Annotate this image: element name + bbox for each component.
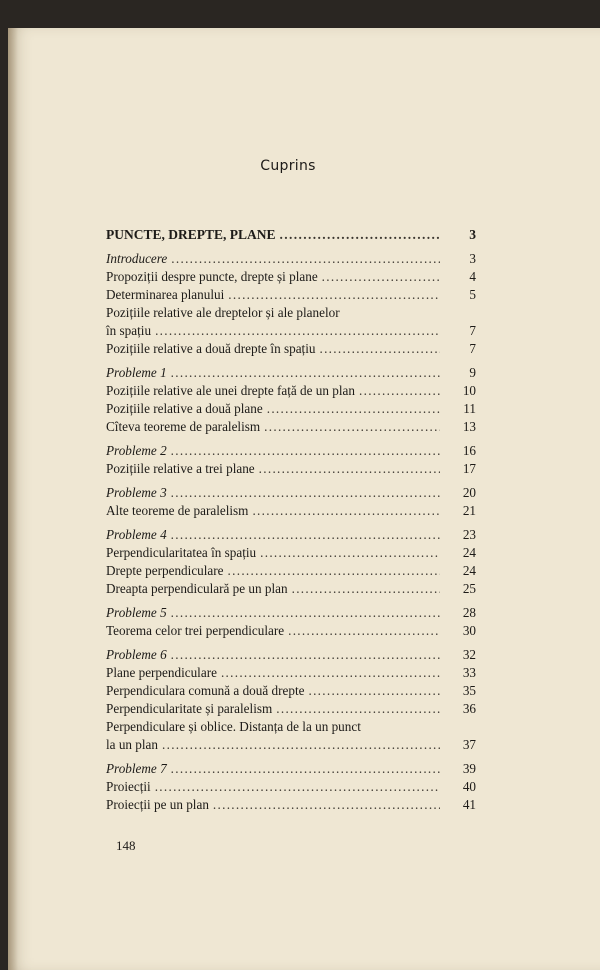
- toc-entry: [106, 286, 476, 304]
- dot-leader: [162, 736, 440, 754]
- dot-leader: [280, 226, 440, 244]
- book-page: [8, 28, 600, 970]
- toc-entry-label: Probleme 7: [106, 761, 167, 776]
- toc-entry-page: 16: [462, 443, 476, 458]
- toc-entry: [106, 760, 476, 778]
- toc-entry: [106, 700, 476, 718]
- toc-entry: [106, 544, 476, 562]
- dot-leader: [155, 778, 440, 796]
- dot-leader: [359, 382, 440, 400]
- toc-entry: [106, 268, 476, 286]
- toc-entry-page: 32: [462, 647, 476, 662]
- toc-entry-label: Proiecții pe un plan: [106, 797, 209, 812]
- dot-leader: [171, 760, 440, 778]
- toc-entry-page: 20: [462, 485, 476, 500]
- toc-entry-label: Pozițiile relative a trei plane: [106, 461, 255, 476]
- dot-leader: [155, 322, 440, 340]
- toc-entry-page: 11: [463, 401, 476, 416]
- page-title: Cuprins: [260, 158, 316, 174]
- toc-entry-line: Perpendiculare și oblice. Distanța de la un punct: [106, 719, 361, 734]
- toc-entry-label: Probleme 5: [106, 605, 167, 620]
- toc-entry: [106, 484, 476, 502]
- toc-entry-label: Propoziții despre puncte, drepte și plane: [106, 269, 318, 284]
- toc-entry-page: 25: [462, 581, 476, 596]
- toc-entry: [106, 442, 476, 460]
- toc-entry-page: 41: [462, 797, 476, 812]
- dot-leader: [259, 460, 440, 478]
- page-number: 148: [116, 838, 136, 853]
- toc-entry: [106, 502, 476, 520]
- toc-entry-page: 37: [462, 737, 476, 752]
- toc-entry-page: 28: [462, 605, 476, 620]
- toc-entry-page: 10: [462, 383, 476, 398]
- toc-entry-label: Plane perpendiculare: [106, 665, 217, 680]
- toc-entry: [106, 646, 476, 664]
- toc-entry-line: Pozițiile relative ale dreptelor și ale planelor: [106, 305, 340, 320]
- toc-entry-page: 7: [469, 341, 476, 356]
- toc-entry-label: Probleme 6: [106, 647, 167, 662]
- dot-leader: [171, 250, 440, 268]
- toc-entry: [106, 460, 476, 478]
- toc-entry-page: 35: [462, 683, 476, 698]
- dot-leader: [171, 442, 440, 460]
- toc-entry-label: Probleme 4: [106, 527, 167, 542]
- dot-leader: [171, 604, 440, 622]
- toc-entry-page: 13: [462, 419, 476, 434]
- toc-entry-page: 24: [462, 563, 476, 578]
- dot-leader: [267, 400, 440, 418]
- toc-entry: [106, 580, 476, 598]
- toc-entry-page: 21: [462, 503, 476, 518]
- toc-entry: [106, 340, 476, 358]
- toc-entry-page: 33: [462, 665, 476, 680]
- dot-leader: [288, 622, 440, 640]
- toc-entry-label: Perpendiculara comună a două drepte: [106, 683, 305, 698]
- toc-entry-label: Teorema celor trei perpendiculare: [106, 623, 285, 638]
- toc-entry-label: Determinarea planului: [106, 287, 225, 302]
- toc-entry-label: Perpendicularitatea în spațiu: [106, 545, 257, 560]
- toc-entry-label: Alte teoreme de paralelism: [106, 503, 249, 518]
- toc-entry: [106, 622, 476, 640]
- toc-entry-label: Drepte perpendiculare: [106, 563, 224, 578]
- toc-entry-label: în spațiu: [106, 323, 152, 338]
- dot-leader: [171, 526, 440, 544]
- toc-entry-page: 40: [462, 779, 476, 794]
- dot-leader: [252, 502, 440, 520]
- toc-entry-page: 30: [462, 623, 476, 638]
- toc-entry: [106, 382, 476, 400]
- toc-entry: [106, 400, 476, 418]
- dot-leader: [260, 544, 440, 562]
- toc-entry-page: 5: [469, 287, 476, 302]
- toc-entry-page: 39: [462, 761, 476, 776]
- toc-entry: [106, 664, 476, 682]
- dot-leader: [228, 286, 440, 304]
- dot-leader: [171, 364, 440, 382]
- toc-entry-page: 36: [462, 701, 476, 716]
- toc-entry-page: 3: [469, 227, 476, 242]
- dot-leader: [322, 268, 440, 286]
- dot-leader: [276, 700, 440, 718]
- toc-entry-label: Probleme 2: [106, 443, 167, 458]
- dot-leader: [292, 580, 440, 598]
- toc-entry-label: Pozițiile relative ale unei drepte față de un plan: [106, 383, 355, 398]
- dot-leader: [221, 664, 440, 682]
- toc-entry-label: Probleme 3: [106, 485, 167, 500]
- toc-entry: [106, 226, 476, 244]
- toc-entry: [106, 778, 476, 796]
- toc-entry: [106, 322, 476, 340]
- toc-entry: [106, 364, 476, 382]
- toc-entry-page: 4: [469, 269, 476, 284]
- toc-entry: [106, 796, 476, 814]
- toc-entry-page: 7: [469, 323, 476, 338]
- toc-entry: [106, 604, 476, 622]
- dot-leader: [228, 562, 440, 580]
- toc-entry-label: PUNCTE, DREPTE, PLANE: [106, 227, 276, 242]
- toc-entry: [106, 562, 476, 580]
- toc-entry-label: Introducere: [106, 251, 168, 266]
- toc-entry-label: Probleme 1: [106, 365, 167, 380]
- dot-leader: [308, 682, 440, 700]
- toc-entry: [106, 682, 476, 700]
- toc-entry: [106, 418, 476, 436]
- dot-leader: [213, 796, 440, 814]
- dot-leader: [264, 418, 440, 436]
- toc-entry-label: Pozițiile relative a două plane: [106, 401, 263, 416]
- dot-leader: [171, 484, 440, 502]
- toc-entry-page: 17: [462, 461, 476, 476]
- toc-entry-page: 23: [462, 527, 476, 542]
- dot-leader: [171, 646, 440, 664]
- toc-entry: [106, 736, 476, 754]
- toc-entry-page: 3: [469, 251, 476, 266]
- toc-entry-page: 9: [469, 365, 476, 380]
- toc-entry: [106, 526, 476, 544]
- toc-entry-label: la un plan: [106, 737, 159, 752]
- toc-entry-label: Perpendicularitate și paralelism: [106, 701, 273, 716]
- toc-entry: [106, 250, 476, 268]
- toc-entry-label: Pozițiile relative a două drepte în spațiu: [106, 341, 316, 356]
- toc-entry-page: 24: [462, 545, 476, 560]
- dot-leader: [319, 340, 440, 358]
- toc-entry-label: Proiecții: [106, 779, 151, 794]
- toc-entry-label: Dreapta perpendiculară pe un plan: [106, 581, 288, 596]
- table-of-contents: [106, 226, 476, 814]
- toc-entry-label: Cîteva teoreme de paralelism: [106, 419, 261, 434]
